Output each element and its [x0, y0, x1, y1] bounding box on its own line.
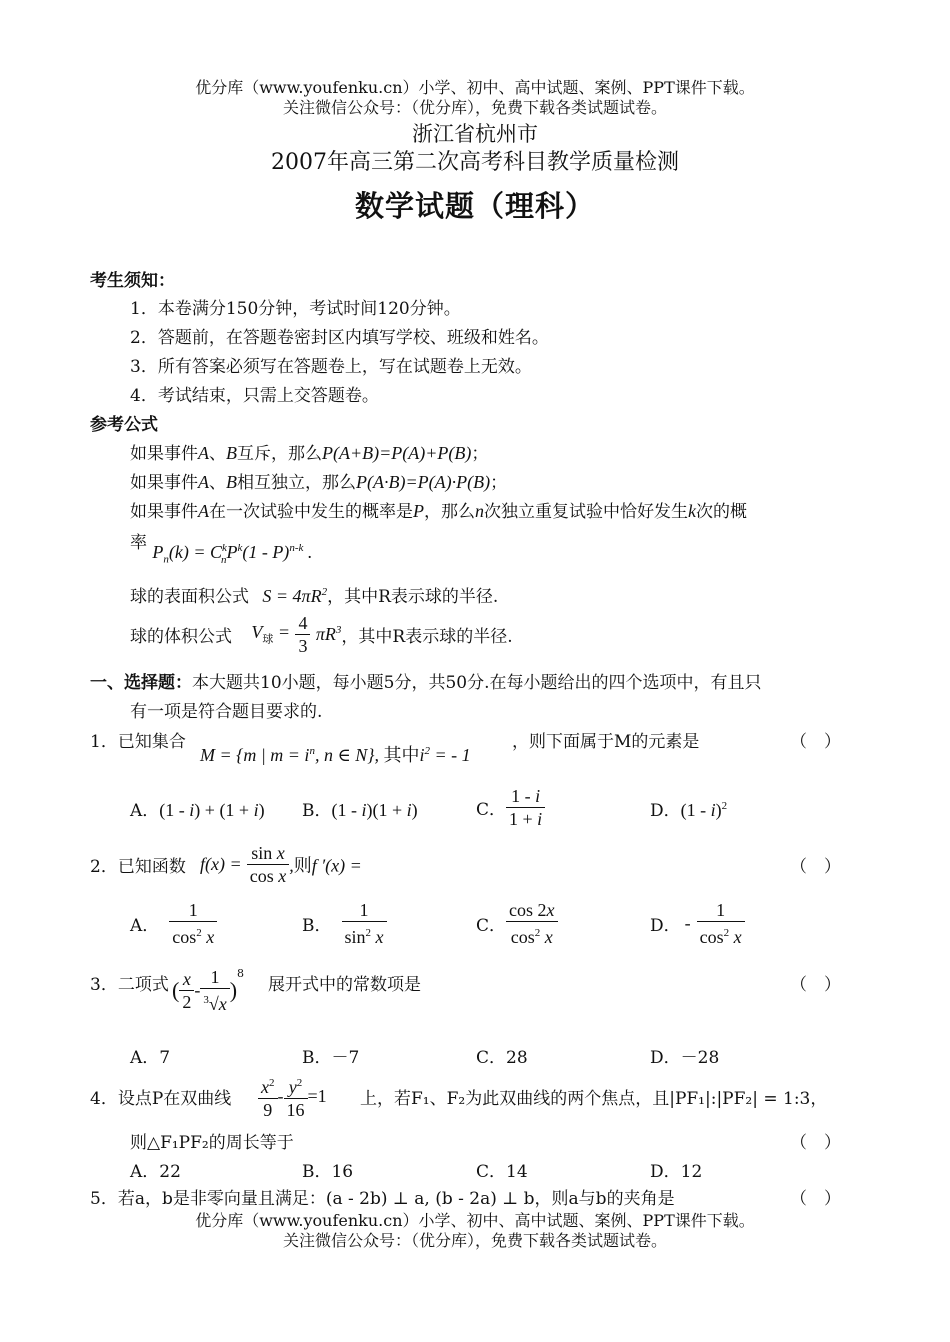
- q1-answer-blank[interactable]: （ ）: [790, 732, 841, 752]
- notice-item-2: 2．答题前，在答题卷密封区内填写学校、班级和姓名。: [130, 328, 549, 348]
- q3-stem: 3．二项式: [90, 975, 169, 995]
- binomial-formula: $P_n(k) = C^k_nP^k(1 - P)^{n-k}$ .: [152, 542, 313, 566]
- q3-answer-blank[interactable]: （ ）: [790, 975, 841, 995]
- q5-stem: 5．若a，b是非零向量且满足：(a - 2b) ⊥ a, (b - 2a) ⊥ b，则a与b的夹角是: [90, 1189, 675, 1209]
- notice-item-4: 4．考试结束，只需上交答题卷。: [130, 386, 379, 406]
- formula-sphere-volume: 球的体积公式 $V_球$ = $\frac{4}{3}$ $\pi R^3$，其中R表示球的半径.: [130, 613, 513, 656]
- q4-option-d[interactable]: D．12: [650, 1162, 703, 1182]
- footer-line-1: 优分库（www.youfenku.cn）小学、初中、高中试题、案例、PPT课件下载。: [195, 1211, 755, 1230]
- q3-binomial: ( $\frac{x}{2}$ - $\frac{1}{^3√x}$ )$^8$: [172, 967, 245, 1014]
- q3-tail: 展开式中的常数项是: [268, 975, 421, 995]
- section1-desc-2: 有一项是符合题目要求的.: [130, 702, 323, 722]
- q2-option-b[interactable]: B． $\frac{1}{\sin^2 x}$: [302, 899, 387, 948]
- notice-item-1: 1．本卷满分150分钟，考试时间120分钟。: [130, 299, 461, 319]
- formula-binomial-prob: 率 $P_n(k) = C^k_nP^k(1 - P)^{n-k}$ .: [130, 533, 313, 566]
- sphere-volume-fraction: $\frac{4}{3}$: [295, 612, 310, 657]
- formula-heading: 参考公式: [90, 415, 158, 435]
- q4-option-b[interactable]: B．16: [302, 1162, 354, 1182]
- notice-item-3: 3．所有答案必须写在答题卷上，写在试题卷上无效。: [130, 357, 532, 377]
- q4-option-a[interactable]: A．22: [130, 1162, 181, 1182]
- formula-exclusive: 如果事件A、B互斥，那么P(A+B)=P(A)+P(B)；: [130, 443, 489, 464]
- q2-answer-blank[interactable]: （ ）: [790, 857, 841, 877]
- q1-option-d[interactable]: D．(1 - i)$^2$: [650, 800, 728, 821]
- title-subject: 数学试题（理科）: [354, 189, 595, 223]
- header-line-1: 优分库（www.youfenku.cn）小学、初中、高中试题、案例、PPT课件下载。: [195, 78, 755, 97]
- q1-set: M = {m | $m = i^n$, n ∈ N}, 其中$i^2$ = - 1: [200, 745, 471, 765]
- header-line-2: 关注微信公众号：（优分库），免费下载各类试题试卷。: [282, 98, 667, 117]
- q3-option-b[interactable]: B．－7: [302, 1048, 360, 1068]
- q2-stem: 2．已知函数: [90, 857, 186, 877]
- title-exam: 2007年高三第二次高考科目教学质量检测: [271, 150, 679, 175]
- q4-hyperbola: $\frac{x^2}{9}$ - $\frac{y^2}{16}$ =1: [258, 1072, 327, 1121]
- q1-option-c[interactable]: C． $\frac{1 - i}{1 + i}$: [476, 785, 545, 830]
- q1-option-b[interactable]: B．(1 - i)(1 + i): [302, 800, 418, 821]
- q4-option-c[interactable]: C．14: [476, 1162, 528, 1182]
- q3-option-a[interactable]: A．7: [130, 1048, 171, 1068]
- q2-option-c[interactable]: C． $\frac{\cos 2x}{\cos^2 x}$: [476, 899, 558, 948]
- q2-option-a[interactable]: A． $\frac{1}{\cos^2 x}$: [130, 899, 217, 948]
- q2-option-d[interactable]: D． - $\frac{1}{\cos^2 x}$: [650, 899, 745, 948]
- q3-option-c[interactable]: C．28: [476, 1048, 528, 1068]
- q4-tail: 上，若F₁、F₂为此双曲线的两个焦点，且|PF₁|:|PF₂| = 1:3，: [360, 1089, 828, 1109]
- q4-answer-blank[interactable]: （ ）: [790, 1133, 841, 1153]
- formula-sphere-area: 球的表面积公式 $S = 4\pi R^2$，其中R表示球的半径.: [130, 586, 499, 607]
- formula-binomial-text: 如果事件A在一次试验中发生的概率是P，那么n次独立重复试验中恰好发生k次的概: [130, 501, 747, 522]
- title-city: 浙江省杭州市: [412, 122, 538, 146]
- q2-function: f(x) = $\frac{\text{sin x}}{\text{cos x}}$ ,则f ′(x) =: [200, 843, 362, 886]
- q3-option-d[interactable]: D．－28: [650, 1048, 720, 1068]
- formula-independent: 如果事件A、B相互独立，那么P(A·B)=P(A)·P(B)；: [130, 472, 508, 493]
- q5-answer-blank[interactable]: （ ）: [790, 1189, 841, 1209]
- q4-line2: 则△F₁PF₂的周长等于: [130, 1133, 294, 1153]
- q1-tail: ，则下面属于M的元素是: [512, 732, 700, 752]
- notice-heading: 考生须知：: [90, 271, 175, 291]
- footer-line-2: 关注微信公众号：（优分库），免费下载各类试题试卷。: [282, 1231, 667, 1250]
- q4-stem: 4．设点P在双曲线: [90, 1089, 232, 1109]
- q1-stem: 1．已知集合: [90, 732, 186, 752]
- section1-heading: 一、选择题：本大题共10小题，每小题5分，共50分.在每小题给出的四个选项中，有且只: [90, 673, 762, 693]
- q1-option-a[interactable]: A．(1 - i) + (1 + i): [130, 800, 265, 821]
